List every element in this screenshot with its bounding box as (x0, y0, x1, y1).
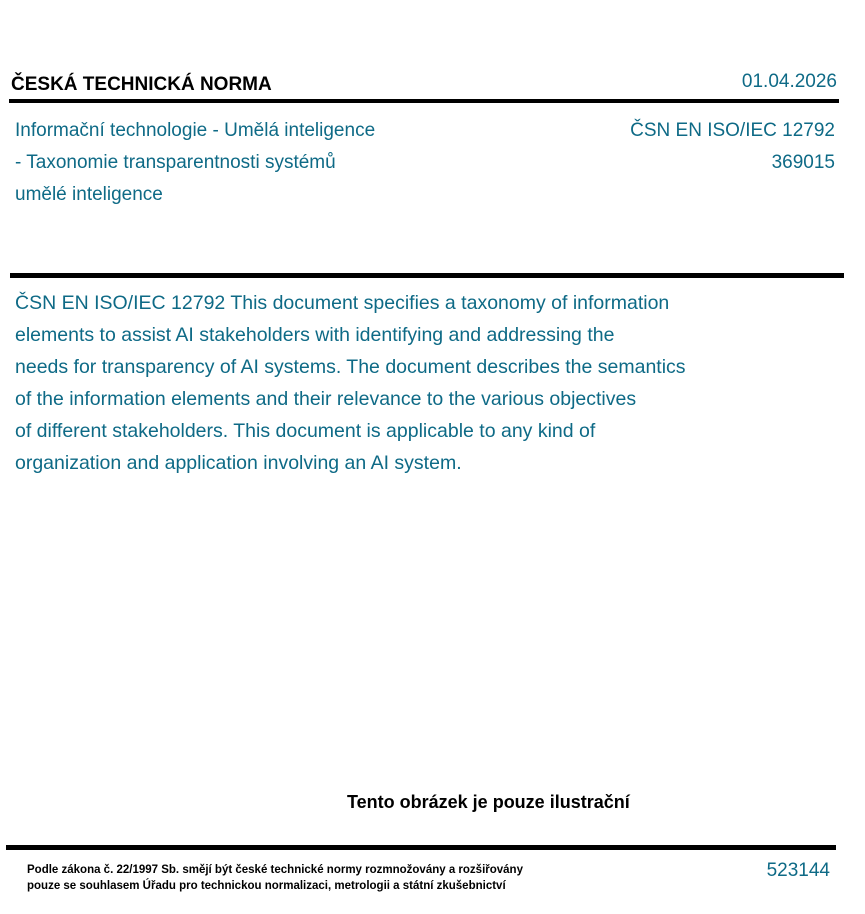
subject-line: umělé inteligence (15, 184, 163, 205)
abstract-line: ČSN EN ISO/IEC 12792 This document specifies a taxonomy of information (15, 292, 670, 314)
abstract-line: organization and application involving an AI system. (15, 452, 462, 474)
subject-line: - Taxonomie transparentnosti systémů (15, 152, 336, 173)
abstract-text (15, 287, 805, 479)
document-number: 523144 (766, 860, 830, 881)
abstract-line: elements to assist AI stakeholders with identifying and addressing the (15, 324, 615, 346)
abstract-line: needs for transparency of AI systems. The document describes the semantics (15, 356, 686, 378)
section-divider (10, 273, 844, 278)
subject-line: Informační technologie - Umělá inteligence (15, 120, 376, 141)
standard-subject (15, 115, 455, 211)
legal-notice (27, 862, 523, 894)
header-divider (9, 99, 839, 103)
standard-identifiers (630, 115, 835, 179)
document-type-title: ČESKÁ TECHNICKÁ NORMA (11, 74, 272, 95)
publication-date: 01.04.2026 (741, 71, 837, 92)
standard-designation: ČSN EN ISO/IEC 12792 (630, 120, 835, 141)
footer-divider (6, 845, 836, 850)
abstract-line: of different stakeholders. This document is applicable to any kind of (15, 420, 596, 442)
illustration-note: Tento obrázek je pouze ilustrační (347, 792, 630, 812)
abstract-line: of the information elements and their relevance to the various objectives (15, 388, 637, 410)
legal-line: pouze se souhlasem Úřadu pro technickou normalizaci, metrologii a státní zkušebnictví (27, 880, 506, 892)
class-number: 369015 (771, 152, 835, 173)
legal-line: Podle zákona č. 22/1997 Sb. smějí být české technické normy rozmnožovány a rozšiřovány (27, 864, 523, 876)
